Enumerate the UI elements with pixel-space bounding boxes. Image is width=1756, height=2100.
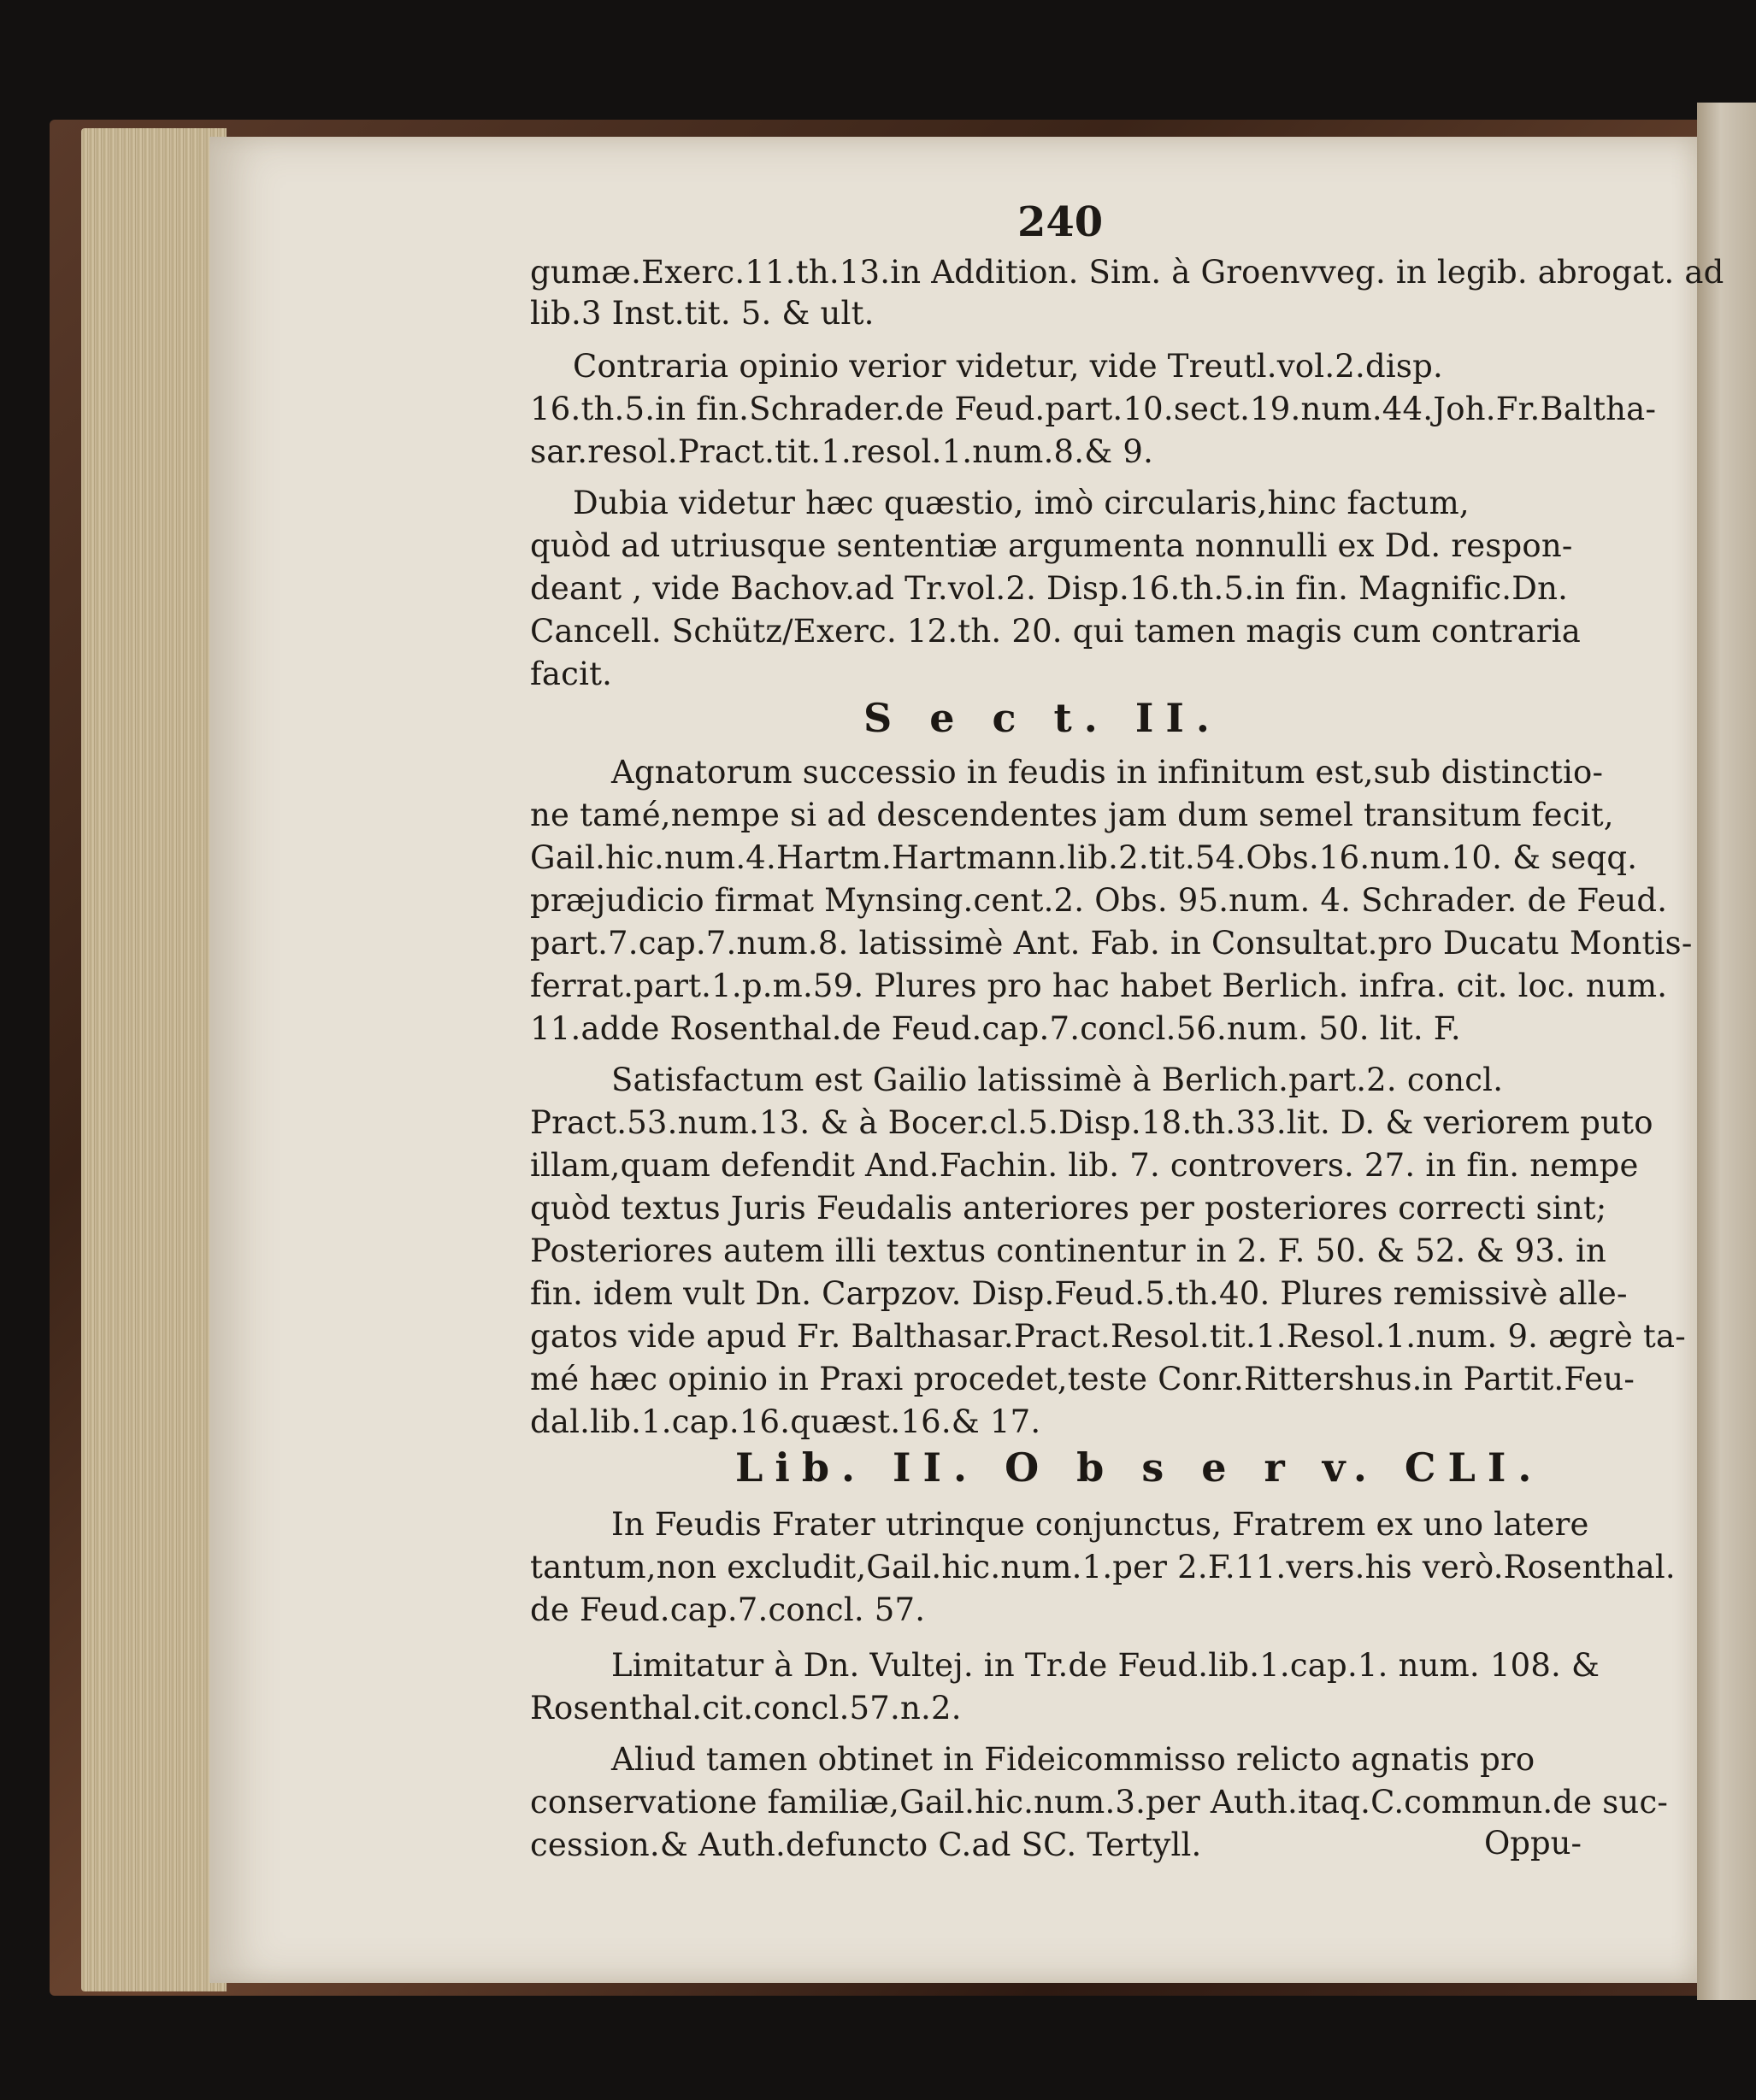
observation-heading: Lib. II. O b s e r v. CLI.	[735, 1444, 1544, 1491]
text-line: Dubia videtur hæc quæstio, imò circularis,hinc factum,	[573, 485, 1470, 521]
text-line: lib.3 Inst.tit. 5. & ult.	[530, 295, 875, 332]
text-line: Cancell. Schütz/Exerc. 12.th. 20. qui tamen magis cum contraria	[530, 613, 1581, 650]
text-line: de Feud.cap.7.concl. 57.	[530, 1591, 926, 1628]
text-line: cession.& Auth.defuncto C.ad SC. Tertyll.	[530, 1826, 1202, 1863]
text-line: gatos vide apud Fr. Balthasar.Pract.Resol.tit.1.Resol.1.num. 9. ægrè ta-	[530, 1318, 1686, 1355]
text-line: tantum,non excludit,Gail.hic.num.1.per 2.F.11.vers.his verò.Rosenthal.	[530, 1549, 1676, 1585]
text-line: quòd ad utriusque sententiæ argumenta nonnulli ex Dd. respon-	[530, 527, 1573, 564]
text-line: sar.resol.Pract.tit.1.resol.1.num.8.& 9.	[530, 433, 1154, 470]
text-line: deant , vide Bachov.ad Tr.vol.2. Disp.16.th.5.in fin. Magnific.Dn.	[530, 570, 1569, 607]
text-line: 11.adde Rosenthal.de Feud.cap.7.concl.56.num. 50. lit. F.	[530, 1010, 1461, 1047]
text-line: præjudicio firmat Mynsing.cent.2. Obs. 95.num. 4. Schrader. de Feud.	[530, 882, 1668, 919]
text-line: mé hæc opinio in Praxi procedet,teste Conr.Rittershus.in Partit.Feu-	[530, 1361, 1635, 1397]
text-line: 16.th.5.in fin.Schrader.de Feud.part.10.sect.19.num.44.Joh.Fr.Baltha-	[530, 391, 1657, 427]
text-line: Posteriores autem illi textus continentur in 2. F. 50. & 52. & 93. in	[530, 1232, 1607, 1269]
text-line: conservatione familiæ,Gail.hic.num.3.per Auth.itaq.C.commun.de suc-	[530, 1784, 1669, 1821]
text-line: gumæ.Exerc.11.th.13.in Addition. Sim. à Groenvveg. in legib. abrogat. ad	[530, 254, 1724, 291]
text-line: Limitatur à Dn. Vultej. in Tr.de Feud.lib.1.cap.1. num. 108. &	[611, 1647, 1600, 1684]
text-line: Contraria opinio verior videtur, vide Treutl.vol.2.disp.	[573, 348, 1443, 385]
facing-page-edge	[1697, 103, 1756, 2000]
text-line: Satisfactum est Gailio latissimè à Berlich.part.2. concl.	[611, 1062, 1504, 1098]
text-line: Gail.hic.num.4.Hartm.Hartmann.lib.2.tit.54.Obs.16.num.10. & seqq.	[530, 839, 1638, 876]
page-edges	[81, 128, 227, 1991]
text-line: In Feudis Frater utrinque conjunctus, Fratrem ex uno latere	[611, 1506, 1589, 1543]
text-line: ne tamé,nempe si ad descendentes jam dum semel transitum fecit,	[530, 797, 1614, 833]
text-line: Pract.53.num.13. & à Bocer.cl.5.Disp.18.th.33.lit. D. & veriorem puto	[530, 1104, 1653, 1141]
section-heading: S e c t. II.	[863, 695, 1222, 741]
text-line: quòd textus Juris Feudalis anteriores per posteriores correcti sint;	[530, 1190, 1607, 1226]
text-line: part.7.cap.7.num.8. latissimè Ant. Fab. in Consultat.pro Ducatu Montis-	[530, 925, 1693, 962]
catchword: Oppu-	[1483, 1825, 1582, 1862]
text-line: illam,quam defendit And.Fachin. lib. 7. controvers. 27. in fin. nempe	[530, 1147, 1639, 1184]
text-line: Rosenthal.cit.concl.57.n.2.	[530, 1690, 962, 1726]
text-line: Aliud tamen obtinet in Fideicommisso relicto agnatis pro	[611, 1741, 1535, 1778]
text-line: facit.	[530, 656, 613, 692]
page-number: 240	[1017, 198, 1104, 246]
text-line: fin. idem vult Dn. Carpzov. Disp.Feud.5.th.40. Plures remissivè alle-	[530, 1275, 1628, 1312]
text-line: Agnatorum successio in feudis in infinitum est,sub distinctio-	[611, 754, 1604, 791]
text-line: dal.lib.1.cap.16.quæst.16.& 17.	[530, 1403, 1041, 1440]
text-line: ferrat.part.1.p.m.59. Plures pro hac habet Berlich. infra. cit. loc. num.	[530, 968, 1668, 1004]
